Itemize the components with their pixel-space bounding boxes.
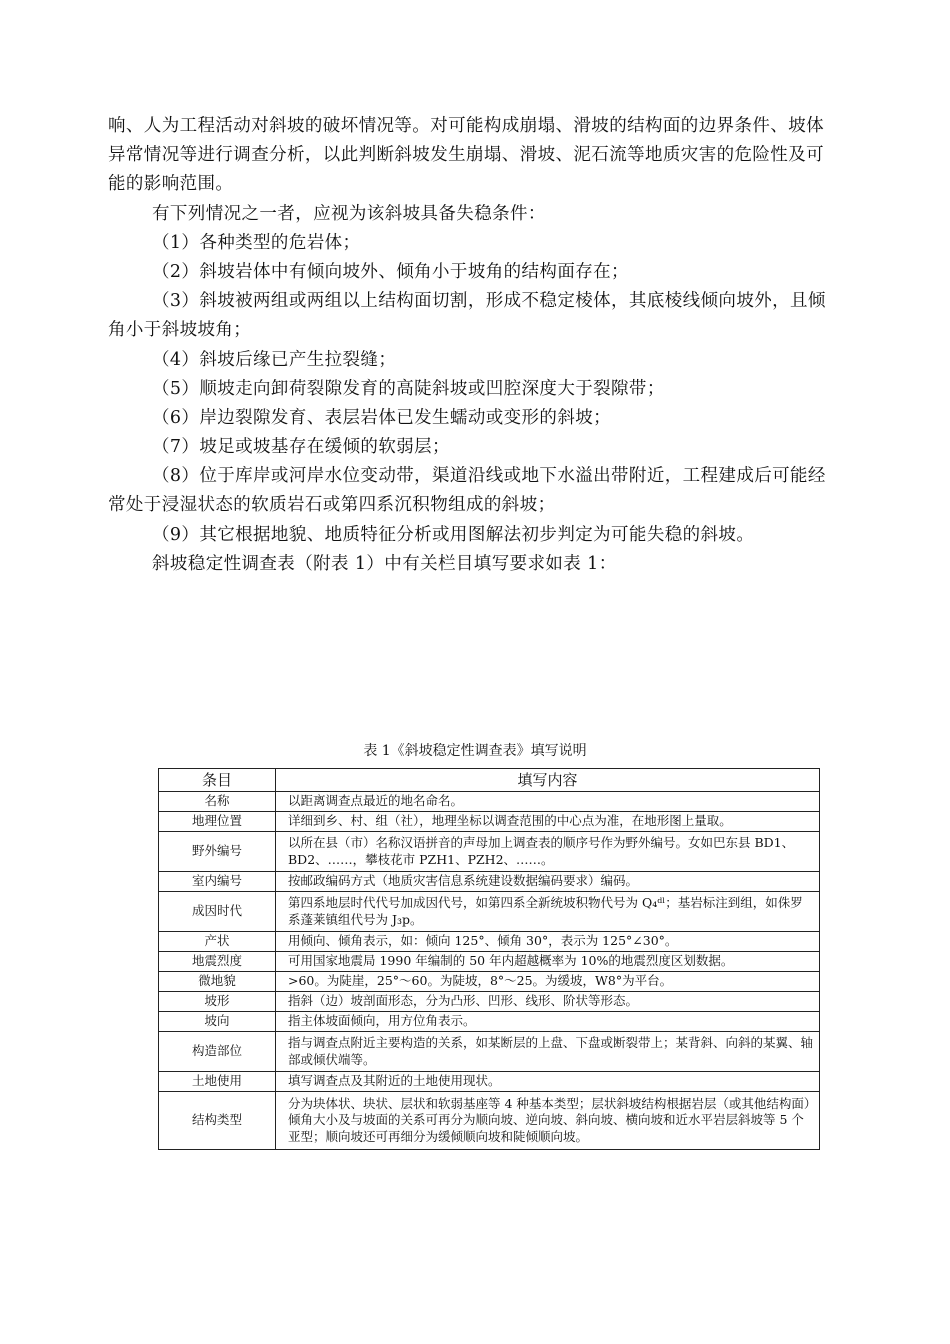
row-content: 指与调查点附近主要构造的关系，如某断层的上盘、下盘或断裂带上；某背斜、向斜的某翼、轴部或倾伏端等。 xyxy=(276,1032,820,1072)
row-item: 地理位置 xyxy=(159,812,276,832)
table-header-row xyxy=(159,769,820,792)
table-row xyxy=(159,832,820,872)
body-text xyxy=(108,112,874,579)
row-content: >60。为陡崖，25°～60。为陡坡，8°～25。为缓坡，W8°为平台。 xyxy=(276,972,820,992)
row-item: 坡形 xyxy=(159,992,276,1012)
row-content: 以距离调查点最近的地名命名。 xyxy=(276,792,820,812)
table-row xyxy=(159,1032,820,1072)
row-item: 野外编号 xyxy=(159,832,276,872)
row-item: 室内编号 xyxy=(159,872,276,892)
list-item: （2）斜坡岩体中有倾向坡外、倾角小于坡角的结构面存在； xyxy=(152,261,629,282)
table-row xyxy=(159,952,820,972)
list-item: （7）坡足或坡基存在缓倾的软弱层； xyxy=(152,437,450,458)
paragraph-line: 斜坡稳定性调查表（附表 1）中有关栏目填写要求如表 1： xyxy=(152,553,617,574)
table-row xyxy=(159,932,820,952)
row-item: 地震烈度 xyxy=(159,952,276,972)
table-row xyxy=(159,972,820,992)
list-item: （5）顺坡走向卸荷裂隙发育的高陡斜坡或凹腔深度大于裂隙带； xyxy=(152,378,665,399)
row-item: 坡向 xyxy=(159,1012,276,1032)
table-row xyxy=(159,1072,820,1092)
row-content: 用倾向、倾角表示，如：倾向 125°、倾角 30°，表示为 125°∠30°。 xyxy=(276,932,820,952)
row-item: 结构类型 xyxy=(159,1092,276,1150)
paragraph-line: 有下列情况之一者，应视为该斜坡具备失稳条件： xyxy=(152,203,546,224)
row-content: 指主体坡面倾向，用方位角表示。 xyxy=(276,1012,820,1032)
column-header-content: 填写内容 xyxy=(276,769,820,792)
table-row xyxy=(159,1012,820,1032)
row-content: 指斜（边）坡剖面形态，分为凸形、凹形、线形、阶状等形态。 xyxy=(276,992,820,1012)
list-item: （3）斜坡被两组或两组以上结构面切割，形成不稳定棱体，其底棱线倾向坡外，且倾 xyxy=(152,291,826,312)
paragraph-line: 能的影响范围。 xyxy=(108,174,234,195)
row-content: 可用国家地震局 1990 年编制的 50 年内超越概率为 10%的地震烈度区划数据。 xyxy=(276,952,820,972)
row-item: 产状 xyxy=(159,932,276,952)
row-item: 名称 xyxy=(159,792,276,812)
row-item: 微地貌 xyxy=(159,972,276,992)
list-item: （9）其它根据地貌、地质特征分析或用图解法初步判定为可能失稳的斜坡。 xyxy=(152,524,755,545)
row-content: 填写调查点及其附近的土地使用现状。 xyxy=(276,1072,820,1092)
table-row xyxy=(159,892,820,932)
table-row xyxy=(159,792,820,812)
row-content: 第四系地层时代代号加成因代号，如第四系全新统坡积物代号为 Q₄ᵈˡ；基岩标注到组，如侏罗系蓬莱镇组代号为 J₃p。 xyxy=(276,892,820,932)
column-header-item: 条目 xyxy=(159,769,276,792)
list-item: （8）位于库岸或河岸水位变动带，渠道沿线或地下水溢出带附近，工程建成后可能经 xyxy=(152,466,826,487)
row-item: 土地使用 xyxy=(159,1072,276,1092)
list-item: （1）各种类型的危岩体； xyxy=(152,232,361,253)
spec-table xyxy=(158,768,820,1150)
table-row xyxy=(159,812,820,832)
table-row xyxy=(159,1092,820,1150)
paragraph-line: 异常情况等进行调查分析，以此判断斜坡发生崩塌、滑坡、泥石流等地质灾害的危险性及可 xyxy=(108,145,824,166)
table-caption: 表 1《斜坡稳定性调查表》填写说明 xyxy=(363,743,587,759)
table-row xyxy=(159,992,820,1012)
row-item: 成因时代 xyxy=(159,892,276,932)
row-item: 构造部位 xyxy=(159,1032,276,1072)
row-content: 按邮政编码方式（地质灾害信息系统建设数据编码要求）编码。 xyxy=(276,872,820,892)
row-content: 详细到乡、村、组（社），地理坐标以调查范围的中心点为准，在地形图上量取。 xyxy=(276,812,820,832)
list-item-continuation: 角小于斜坡坡角； xyxy=(108,320,252,341)
paragraph-line: 响、人为工程活动对斜坡的破坏情况等。对可能构成崩塌、滑坡的结构面的边界条件、坡体 xyxy=(108,116,824,136)
list-item: （4）斜坡后缘已产生拉裂缝； xyxy=(152,349,397,370)
list-item: （6）岸边裂隙发育、表层岩体已发生蠕动或变形的斜坡； xyxy=(152,407,612,428)
row-content: 分为块体状、块状、层状和软弱基座等 4 种基本类型；层状斜坡结构根据岩层（或其他结构面）倾角大小及与坡面的关系可再分为顺向坡、逆向坡、斜向坡、横向坡和近水平岩层斜坡等 5 个亚型；顺向坡还可再细分为缓倾顺向坡和陡倾顺向坡。 xyxy=(276,1092,820,1150)
table-row xyxy=(159,872,820,892)
row-content: 以所在县（市）名称汉语拼音的声母加上调查表的顺序号作为野外编号。女如巴东县 BD1、BD2、……，攀枝花市 PZH1、PZH2、……。 xyxy=(276,832,820,872)
list-item-continuation: 常处于浸湿状态的软质岩石或第四系沉积物组成的斜坡； xyxy=(108,495,556,516)
